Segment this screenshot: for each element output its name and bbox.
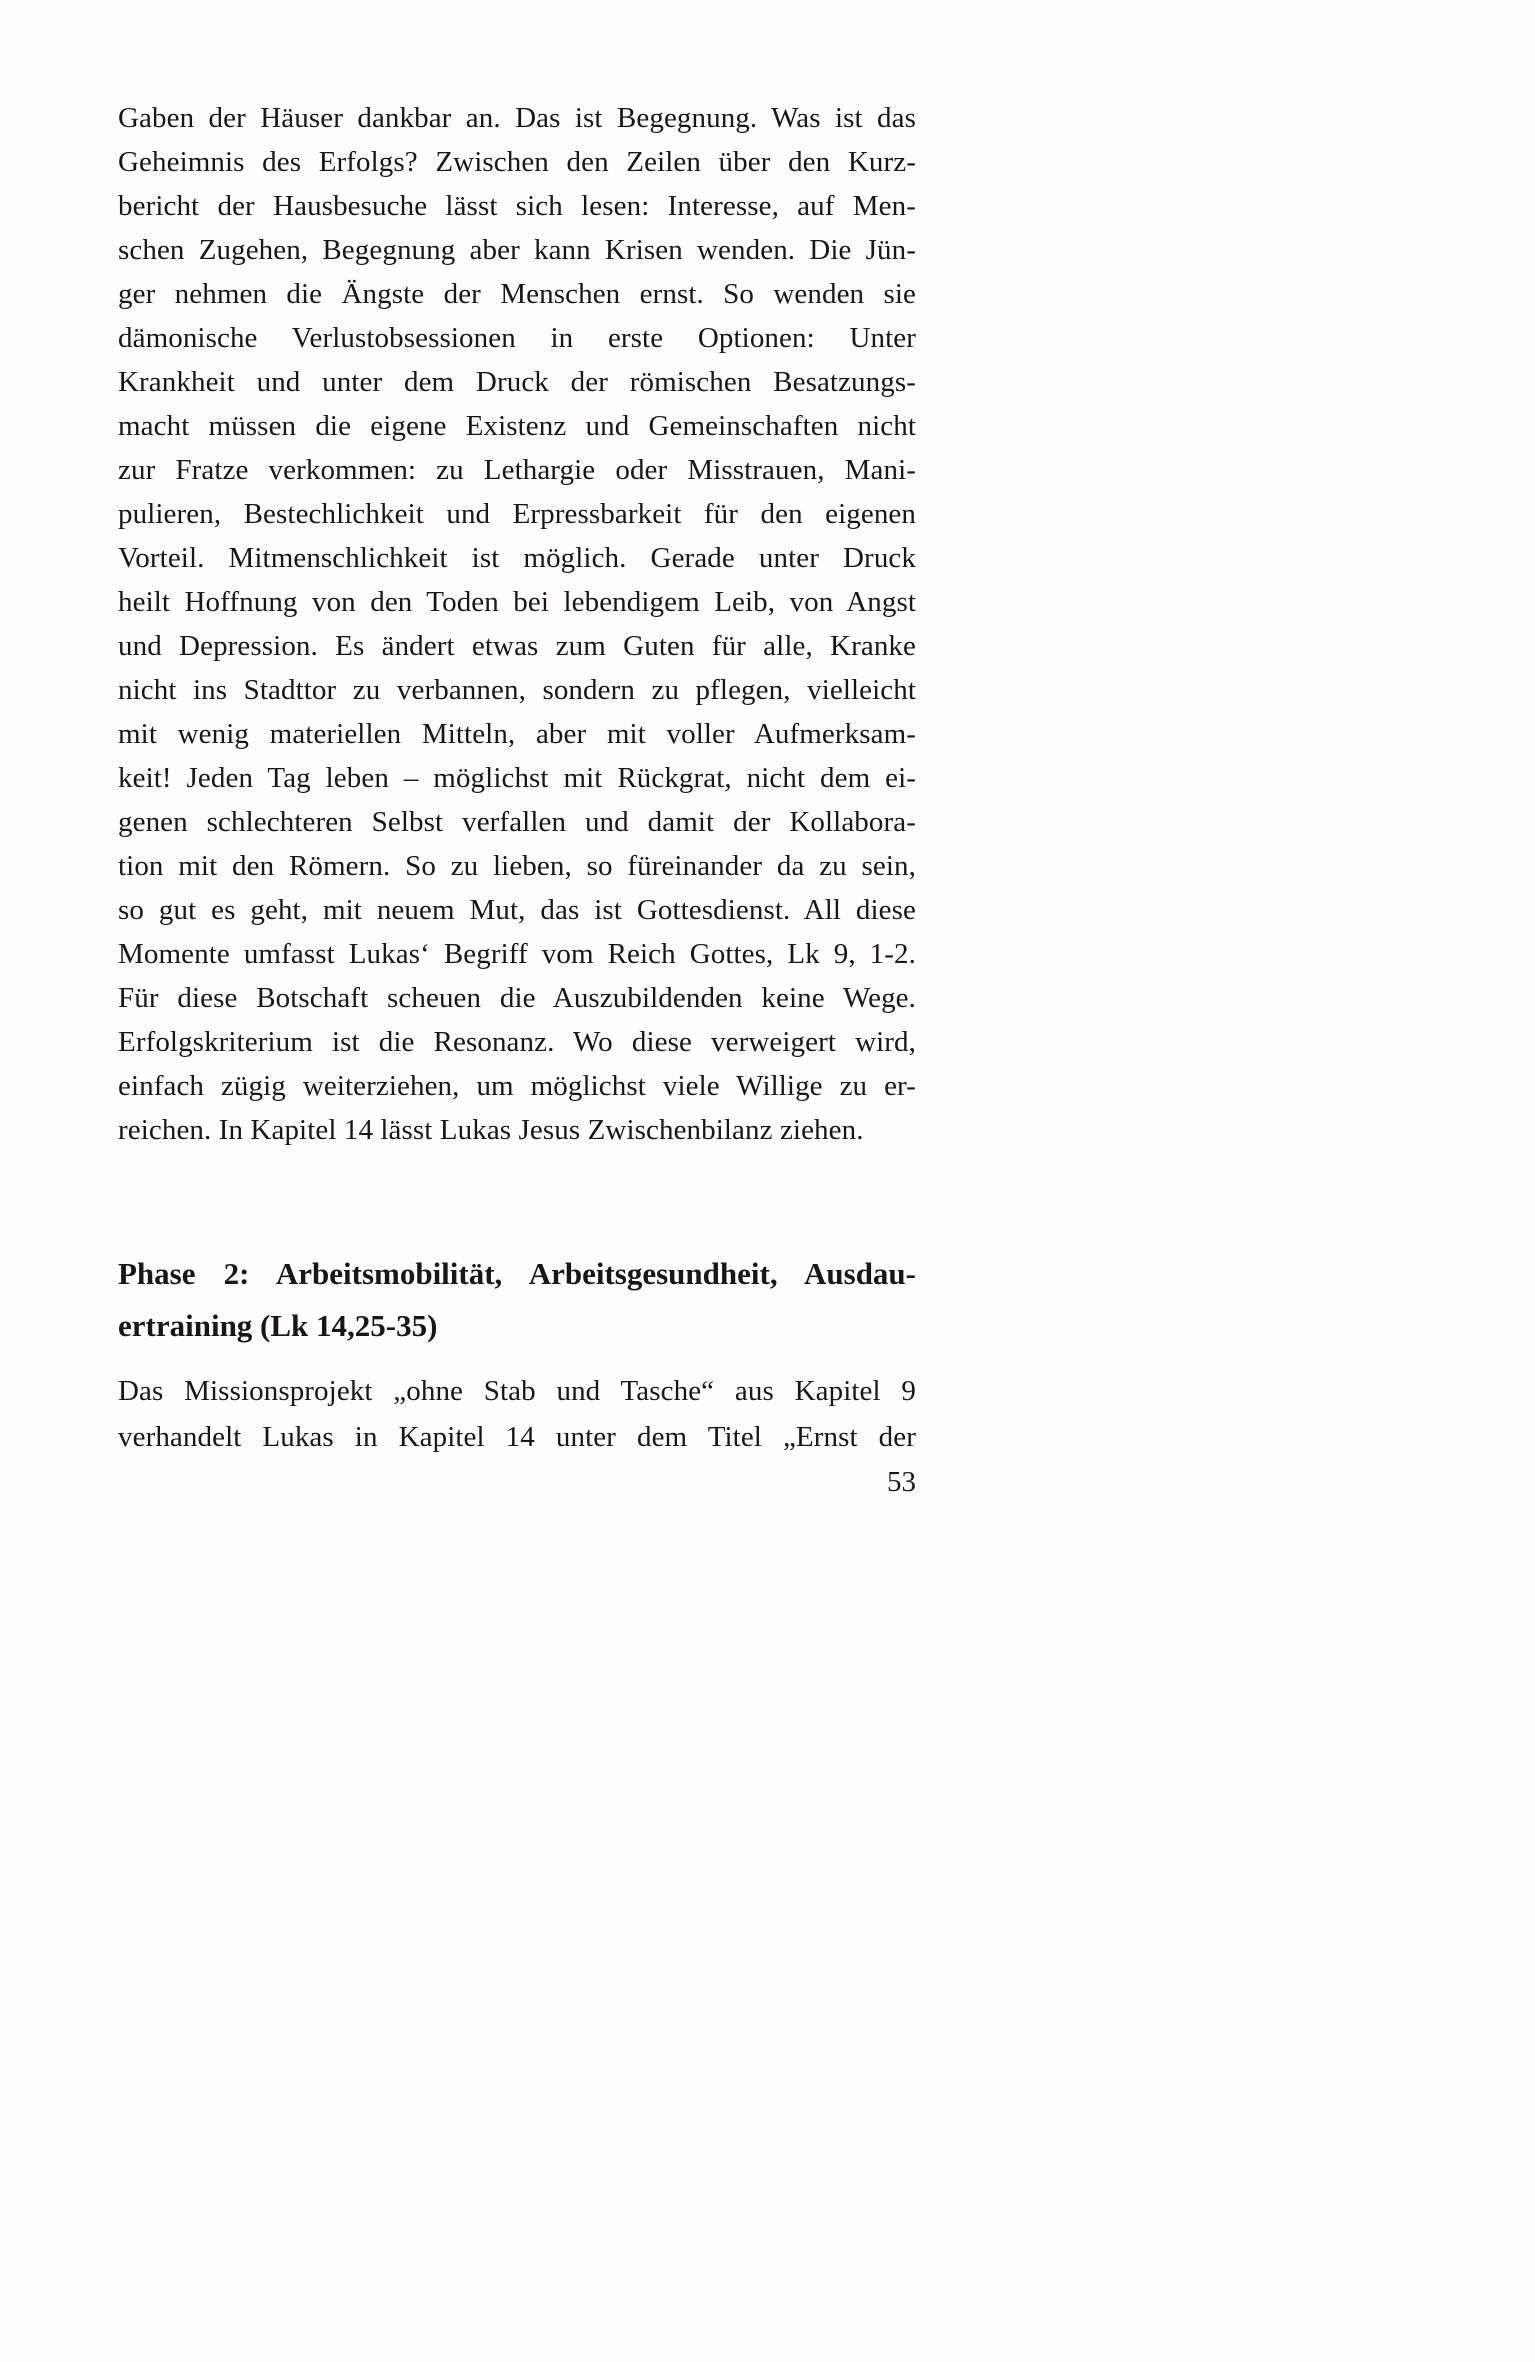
text-line: einfach zügig weiterziehen, um möglichst viele Willige zu er- (118, 1070, 916, 1102)
text-line: ger nehmen die Ängste der Menschen ernst. So wenden sie (118, 278, 916, 310)
text-line: Erfolgskriterium ist die Resonanz. Wo diese verweigert wird, (118, 1026, 916, 1058)
text-line: Krankheit und unter dem Druck der römischen Besatzungs- (118, 366, 916, 398)
text-line: Für diese Botschaft scheuen die Auszubildenden keine Wege. (118, 982, 916, 1014)
text-line: heilt Hoffnung von den Toden bei lebendigem Leib, von Angst (118, 586, 916, 618)
text-line: bericht der Hausbesuche lässt sich lesen: Interesse, auf Men- (118, 190, 916, 222)
text-line: schen Zugehen, Begegnung aber kann Krisen wenden. Die Jün- (118, 234, 916, 266)
body-paragraph-2 (118, 1368, 916, 1460)
text-line: genen schlechteren Selbst verfallen und damit der Kollabora- (118, 806, 916, 838)
text-block (118, 96, 916, 1460)
text-line: Phase 2: Arbeitsmobilität, Arbeitsgesundheit, Ausdau- (118, 1256, 916, 1291)
text-line: mit wenig materiellen Mitteln, aber mit voller Aufmerksam- (118, 718, 916, 750)
text-line: tion mit den Römern. So zu lieben, so füreinander da zu sein, (118, 850, 916, 882)
text-line: Vorteil. Mitmenschlichkeit ist möglich. Gerade unter Druck (118, 542, 916, 574)
text-line: keit! Jeden Tag leben – möglichst mit Rückgrat, nicht dem ei- (118, 762, 916, 794)
text-line: zur Fratze verkommen: zu Lethargie oder Misstrauen, Mani- (118, 454, 916, 486)
text-line: macht müssen die eigene Existenz und Gemeinschaften nicht (118, 410, 916, 442)
text-line: nicht ins Stadttor zu verbannen, sondern zu pflegen, vielleicht (118, 674, 916, 706)
text-line: und Depression. Es ändert etwas zum Guten für alle, Kranke (118, 630, 916, 662)
text-line: Momente umfasst Lukas‘ Begriff vom Reich Gottes, Lk 9, 1-2. (118, 938, 916, 970)
text-line: Das Missionsprojekt „ohne Stab und Tasche“ aus Kapitel 9 (118, 1375, 916, 1407)
text-line: verhandelt Lukas in Kapitel 14 unter dem Titel „Ernst der (118, 1421, 916, 1453)
text-line: Gaben der Häuser dankbar an. Das ist Begegnung. Was ist das (118, 102, 916, 134)
text-line: so gut es geht, mit neuem Mut, das ist Gottesdienst. All diese (118, 894, 916, 926)
body-paragraph-1 (118, 96, 916, 1152)
section-heading (118, 1248, 916, 1352)
text-line: reichen. In Kapitel 14 lässt Lukas Jesus Zwischenbilanz ziehen. (118, 1114, 864, 1146)
text-line: Geheimnis des Erfolgs? Zwischen den Zeilen über den Kurz- (118, 146, 916, 178)
text-line: pulieren, Bestechlichkeit und Erpressbarkeit für den eigenen (118, 498, 916, 530)
text-line: ertraining (Lk 14,25-35) (118, 1308, 438, 1343)
text-line: dämonische Verlustobsessionen in erste Optionen: Unter (118, 322, 916, 354)
page-number: 53 (887, 1466, 916, 1498)
